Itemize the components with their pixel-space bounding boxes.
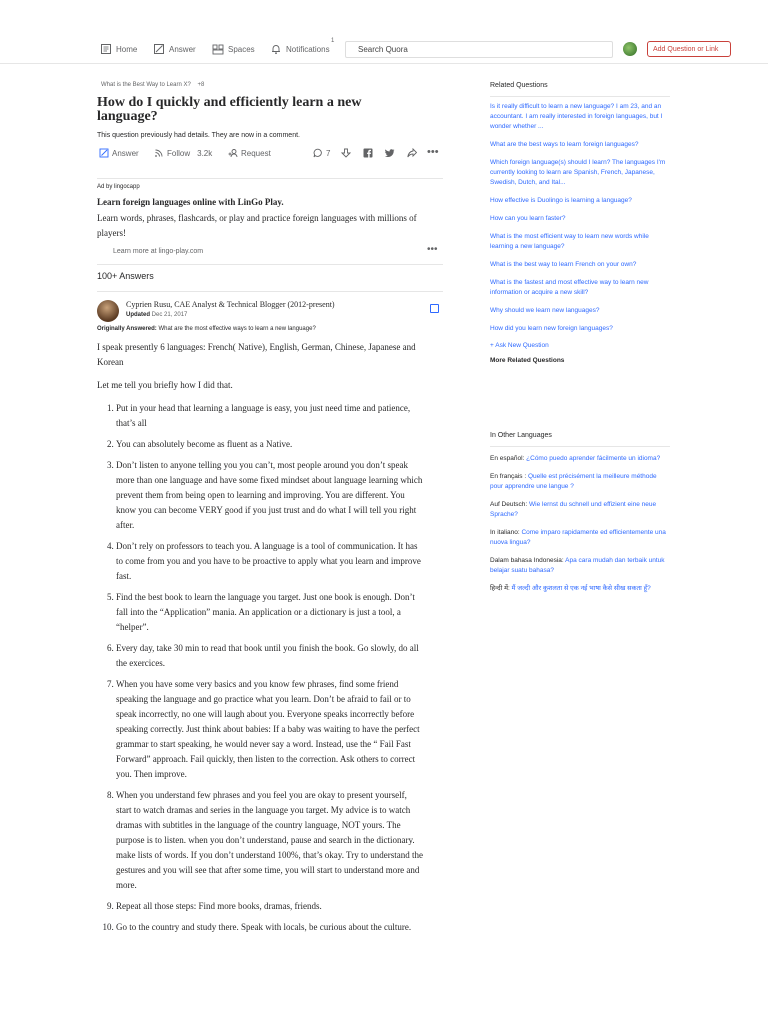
follow-icon xyxy=(154,148,164,158)
author-name[interactable]: Cyprien Rusu, CAE Analyst & Technical Blogger (2012-present) xyxy=(126,300,335,309)
share-button[interactable] xyxy=(407,148,420,158)
nav-home-label: Home xyxy=(116,44,138,54)
other-languages-heading: In Other Languages xyxy=(490,432,552,439)
follow-count: 3.2k xyxy=(197,148,213,158)
add-question-label: Add Question or Link xyxy=(653,45,719,53)
nav-notifications-label: Notifications xyxy=(286,44,330,54)
question-title: How do I quickly and efficiently learn a new language? xyxy=(97,95,362,124)
originally-question[interactable]: What are the most effective ways to learn a new language? xyxy=(158,326,316,332)
request-icon xyxy=(228,148,238,158)
downvote-button[interactable] xyxy=(341,148,354,158)
related-questions-list xyxy=(490,102,668,364)
twitter-icon xyxy=(385,148,395,158)
top-navigation-bar xyxy=(0,0,768,64)
list-item: 6. Every day, take 30 min to read that book until you finish the book. Go slowly, do all the exercices. xyxy=(116,641,423,671)
language-name: En français : xyxy=(490,473,527,480)
other-language-item xyxy=(490,556,668,576)
language-name: In italiano: xyxy=(490,529,520,536)
nav-spaces-label: Spaces xyxy=(228,44,255,54)
answers-count: 100+ Answers xyxy=(97,271,154,281)
search-input[interactable] xyxy=(345,41,613,58)
translated-question-link[interactable]: Wie lernst du schnell und effizient eine neue Sprache? xyxy=(490,501,657,518)
home-icon xyxy=(100,43,112,55)
request-button[interactable] xyxy=(228,148,271,158)
ad-more-options[interactable] xyxy=(427,244,438,255)
breadcrumb-topic[interactable]: What is the Best Way to Learn X? xyxy=(101,82,191,88)
list-item: 2. You can absolutely become as fluent as a Native. xyxy=(116,437,423,452)
sidebar-divider xyxy=(490,446,670,447)
comments-count: 7 xyxy=(326,148,331,158)
other-language-item xyxy=(490,528,668,548)
answer-body xyxy=(97,340,423,941)
list-item: 3. Don’t listen to anyone telling you you can’t, most people around you don’t speak more than one language and have some fixed mindset about language learning which prevent them from being open to learning and improving. You are different. You know you can become VERY good if you just trust and do what I will tell you right after. xyxy=(116,458,423,533)
list-item: 4. Don’t rely on professors to teach you. A language is a tool of communication. It has to come from you and you have to be proactive to apply what you learn and improve fast. xyxy=(116,539,423,584)
updated-label: Updated xyxy=(126,312,150,318)
related-question-link[interactable]: What are the best ways to learn foreign languages? xyxy=(490,141,639,148)
downvote-icon xyxy=(341,148,351,158)
list-item: 7. When you have some very basics and you know few phrases, find some friend speaking the language and go practice what you learn. Don’t be afraid to fail or to speak incorrectly, no one will laugh about you. Everyone speaks incorrectly before speaking correctly. Just think about babies: If a baby was waiting to have the perfect grammar to start speaking, he would never say a word. Instead, use the “ Fail Fast Forward” approach. Fail quickly, then listen to the correction. Ask others to correct you. Then improve. xyxy=(116,677,423,782)
breadcrumb[interactable] xyxy=(101,82,204,88)
more-related-questions-link[interactable]: More Related Questions xyxy=(490,357,565,364)
facebook-share-button[interactable] xyxy=(363,148,376,158)
pencil-icon xyxy=(99,148,109,158)
translated-question-link[interactable]: Apa cara mudah dan terbaik untuk belajar suatu bahasa? xyxy=(490,557,665,574)
follow-button[interactable] xyxy=(154,148,212,158)
originally-label: Originally Answered: xyxy=(97,326,157,332)
list-item: 8. When you understand few phrases and you feel you are okay to present yourself, start to watch dramas and series in the language you target. My advice is to watch dramas with subtitles in the language of the country language, NOT yours. The purpose is to listen. when you don’t understand, pause and search in the dictionary. make lists of words. If you don’t understand 100%, that’s okay. Try to understand the gestures and you will see that after some time, you will start to understand more and more. xyxy=(116,788,423,893)
language-name: En español: xyxy=(490,455,525,462)
related-question-link[interactable]: What is the best way to learn French on your own? xyxy=(490,261,637,268)
more-icon: ••• xyxy=(427,244,438,255)
answer-button-label: Answer xyxy=(112,148,139,158)
follow-label: Follow xyxy=(167,148,191,158)
ad-link[interactable]: Learn more at lingo-play.com xyxy=(113,248,204,255)
bell-icon xyxy=(270,43,282,55)
bookmark-icon[interactable] xyxy=(430,304,439,313)
translated-question-link[interactable]: ¿Cómo puedo aprender fácilmente un idioma? xyxy=(526,455,661,462)
comments-button[interactable] xyxy=(313,148,330,158)
ad-label: Ad by lingocapp xyxy=(97,184,140,190)
originally-answered xyxy=(97,326,316,332)
comment-icon xyxy=(313,148,323,158)
updated-date: Dec 21, 2017 xyxy=(151,312,188,318)
ad-title[interactable]: Learn foreign languages online with LinGo Play. xyxy=(97,197,284,207)
related-question-link[interactable]: Which foreign language(s) should I learn? The languages I'm currently looking to learn are Spanish, French, Japanese, Swedish, Dutch, and Ital... xyxy=(490,159,666,186)
answer-button[interactable] xyxy=(99,148,139,158)
nav-answer-label: Answer xyxy=(169,44,196,54)
translated-question-link[interactable]: Come imparo rapidamente ed efficientemente una nuova lingua? xyxy=(490,529,666,546)
answer-intro: I speak presently 6 languages: French( Native), English, German, Chinese, Japanese and Korean xyxy=(97,342,416,367)
add-question-button[interactable] xyxy=(647,41,731,57)
answer-steps-list xyxy=(97,401,423,935)
list-item: 10. Go to the country and study there. Speak with locals, be curious about the culture. xyxy=(116,920,423,935)
other-languages-list xyxy=(490,454,668,602)
twitter-share-button[interactable] xyxy=(385,148,398,158)
ask-new-question-link[interactable]: + Ask New Question xyxy=(490,342,549,349)
sidebar-divider xyxy=(490,96,670,97)
related-questions-heading: Related Questions xyxy=(490,82,548,89)
translated-question-link[interactable]: मैं जल्दी और कुशलता से एक नई भाषा कैसे सीख सकता हूँ? xyxy=(511,585,651,592)
list-item: 1. Put in your head that learning a language is easy, you just need time and patience, that’s all xyxy=(116,401,423,431)
section-divider xyxy=(97,291,443,292)
translated-question-link[interactable]: Quelle est précisément la meilleure méthode pour apprendre une langue ? xyxy=(490,473,657,490)
related-question-link[interactable]: What is the most efficient way to learn new words while learning a new language? xyxy=(490,233,649,250)
pencil-icon xyxy=(153,43,165,55)
more-options-button[interactable] xyxy=(427,146,439,158)
language-name: Auf Deutsch: xyxy=(490,501,528,508)
related-question-link[interactable]: What is the fastest and most effective way to learn new information or acquire a new skill? xyxy=(490,279,649,296)
other-language-item xyxy=(490,584,668,594)
ad-body: Learn words, phrases, flashcards, or play and practice foreign languages with millions of players! xyxy=(97,213,417,238)
language-name: Dalam bahasa Indonesia: xyxy=(490,557,564,564)
nav-answer[interactable] xyxy=(153,40,196,58)
user-avatar[interactable] xyxy=(623,42,637,56)
other-language-item xyxy=(490,472,668,492)
share-icon xyxy=(407,148,417,158)
related-question-link[interactable]: Is it really difficult to learn a new language? I am 23, and an accountant. I am really interested in foreign languages, but I wonder whether ... xyxy=(490,103,663,130)
related-question-link[interactable]: How effective is Duolingo is learning a language? xyxy=(490,197,632,204)
section-divider xyxy=(97,178,443,179)
list-item: 5. Find the best book to learn the language you target. Just one book is enough. Don’t fall into the “Application” mania. An application or a dictionary is just a tool, a “helper”. xyxy=(116,590,423,635)
related-question-link[interactable]: How did you learn new foreign languages? xyxy=(490,325,613,332)
answer-updated-date xyxy=(126,312,187,318)
nav-home[interactable] xyxy=(100,40,137,58)
related-question-link[interactable]: Why should we learn new languages? xyxy=(490,307,600,314)
list-item: 9. Repeat all those steps: Find more books, dramas, friends. xyxy=(116,899,423,914)
other-language-item xyxy=(490,454,668,464)
section-divider xyxy=(97,264,443,265)
more-icon: ••• xyxy=(427,146,439,158)
nav-notifications[interactable] xyxy=(270,40,330,58)
answer-intro: Let me tell you briefly how I did that. xyxy=(97,380,233,390)
nav-spaces[interactable] xyxy=(212,40,255,58)
facebook-icon xyxy=(363,148,373,158)
question-action-bar xyxy=(97,148,443,162)
language-name: हिन्दी में: xyxy=(490,585,510,592)
other-language-item xyxy=(490,500,668,520)
spaces-icon xyxy=(212,43,224,55)
search-placeholder: Search Quora xyxy=(358,45,408,54)
author-avatar[interactable] xyxy=(97,300,119,322)
notification-count-badge: 1 xyxy=(331,38,335,44)
related-question-link[interactable]: How can you learn faster? xyxy=(490,215,566,222)
request-label: Request xyxy=(241,148,271,158)
breadcrumb-more[interactable]: +8 xyxy=(197,82,205,88)
question-details-note: This question previously had details. They are now in a comment. xyxy=(97,132,300,139)
